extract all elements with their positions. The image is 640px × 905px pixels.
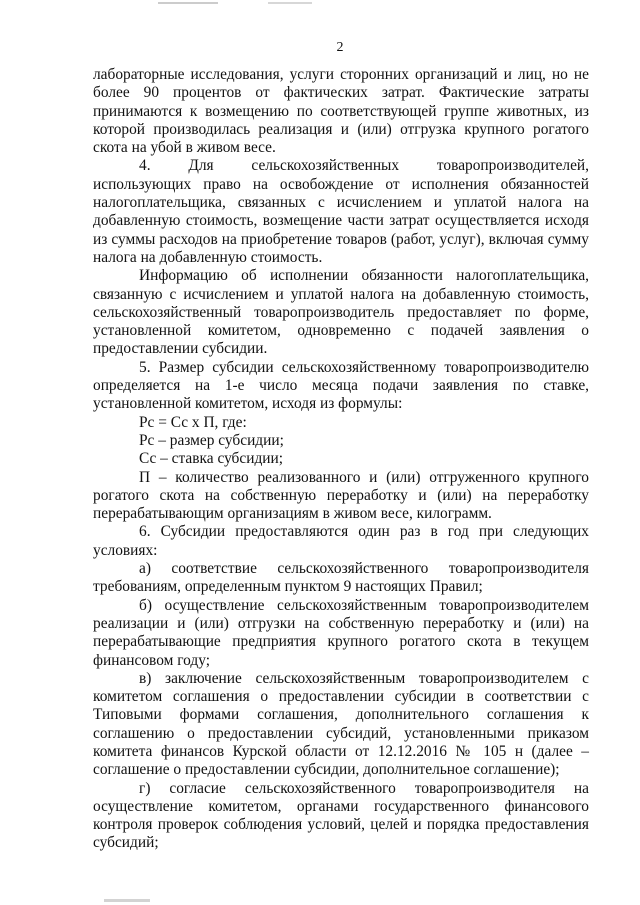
paragraph-item-4: 4. Для сельскохозяйственных товаропроизводителей, использующих право на освобождение от исполнения обязанностей налогоплательщика, связанных с исчислением и уплатой налога на добавленную стоимость, возмещение части затрат осуществляется исходя из суммы расходов на приобретение товаров (работ, услуг), включая сумму налога на добавленную стоимость. bbox=[93, 157, 589, 266]
condition-a: а) соответствие сельскохозяйственного товаропроизводителя требованиям, определенным пунктом 9 настоящих Правил; bbox=[93, 560, 589, 596]
condition-b: б) осуществление сельскохозяйственным товаропроизводителем реализации и (или) отгрузки на собственную переработку и (или) на перерабатывающие предприятия крупного рогатого скота в текущем финансовом году; bbox=[93, 596, 589, 669]
formula-def-cc: Сс – ставка субсидии; bbox=[139, 450, 284, 468]
paragraph-item-5: 5. Размер субсидии сельскохозяйственному товаропроизводителю определяется на 1-е число месяца подачи заявления по ставке, установленной комитетом, исходя из формулы: bbox=[93, 358, 589, 413]
paragraph-tax-info: Информацию об исполнении обязанности налогоплательщика, связанную с исчислением и уплатой налога на добавленную стоимость, сельскохозяйственный товаропроизводитель предоставляет по форме, установленной комитетом, одновременно с подачей заявления о предоставлении субсидии. bbox=[93, 267, 589, 358]
paragraph-item-6: 6. Субсидии предоставляются один раз в год при следующих условиях: bbox=[93, 523, 589, 559]
formula-def-p: П – количество реализованного и (или) отгруженного крупного рогатого скота на собственную переработку и (или) на переработку перерабатывающим организациям в живом весе, килограмм. bbox=[93, 468, 589, 523]
condition-g: г) согласие сельскохозяйственного товаропроизводителя на осуществление комитетом, органами государственного финансового контроля проверок соблюдения условий, целей и порядка предоставления субсидий; bbox=[93, 779, 589, 852]
scan-artifact-top-2 bbox=[268, 2, 312, 4]
scan-artifact-bottom bbox=[104, 899, 150, 902]
condition-v: в) заключение сельскохозяйственным товаропроизводителем с комитетом соглашения о предоставлении субсидии в соответствии с Типовыми формами соглашения, дополнительного соглашения к соглашению о предоставлении субсидий, установленными приказом комитета финансов Курской области от 12.12.2016 № 105 н (далее – соглашение о предоставлении субсидии, дополнительное соглашение); bbox=[93, 669, 589, 779]
scan-artifact-top bbox=[158, 2, 218, 4]
paragraph-continuation: лабораторные исследования, услуги сторонних организаций и лиц, но не более 90 процентов от фактических затрат. Фактические затраты принимаются к возмещению по соответствующей группе животных, из которой производилась реализация и (или) отгрузка крупного рогатого скота на убой в живом весе. bbox=[93, 66, 589, 157]
document-body bbox=[93, 66, 589, 853]
formula-line: Рс = Сс х П, где: bbox=[139, 413, 247, 431]
formula-def-rc: Рс – размер субсидии; bbox=[139, 431, 284, 449]
page-number: 2 bbox=[336, 40, 344, 55]
